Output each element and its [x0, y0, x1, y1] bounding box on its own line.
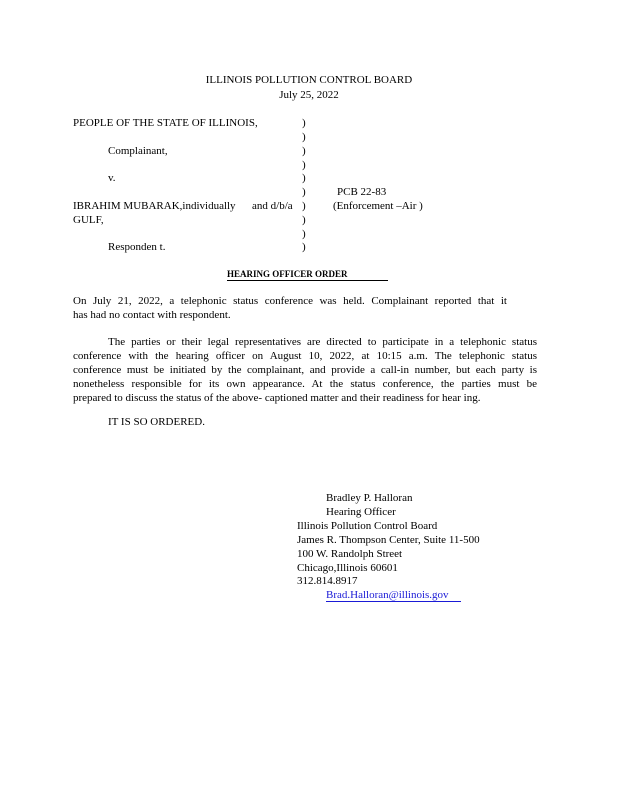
plaintiff-name: PEOPLE OF THE STATE OF ILLINOIS,	[73, 117, 258, 129]
order-closing: IT IS SO ORDERED.	[108, 416, 205, 428]
defendant-name: IBRAHIM MUBARAK,individually	[73, 200, 236, 212]
order-title-text: HEARING OFFICER ORDER	[227, 269, 348, 279]
paragraph-directive	[73, 335, 537, 405]
signer-building: James R. Thompson Center, Suite 11-500	[297, 534, 480, 546]
defendant-role: Responden t.	[108, 241, 166, 253]
email-link-wrapper[interactable]	[326, 589, 461, 602]
paragraph-line: prepared to discuss the status of the above- captioned matter and their readiness for hear ing.	[73, 392, 481, 404]
defendant-business: GULF,	[73, 214, 104, 226]
title-underline	[227, 280, 388, 281]
paragraph-line: conference with the hearing officer on August 10, 2022, at 10:15 a.m. The telephonic status	[73, 350, 537, 362]
order-title	[227, 269, 348, 279]
agency-heading: ILLINOIS POLLUTION CONTROL BOARD	[205, 74, 413, 86]
paragraph-line: has had no contact with respondent.	[73, 309, 231, 321]
paragraph-status	[73, 294, 507, 322]
paragraph-line: On July 21, 2022, a telephonic status conference was held. Complainant reported that it	[73, 295, 507, 307]
paren: )	[302, 145, 306, 157]
signer-street: 100 W. Randolph Street	[297, 548, 403, 560]
case-type: (Enforcement –Air )	[333, 200, 423, 212]
paragraph-line: nonetheless responsible for its own appearance. At the status conference, the parties must be	[73, 378, 537, 390]
paren: )	[302, 186, 306, 198]
paren: )	[302, 214, 306, 226]
paren: )	[302, 200, 306, 212]
defendant-dba: and d/b/a	[252, 200, 293, 212]
paren: )	[302, 131, 306, 143]
document-date: July 25, 2022	[279, 89, 339, 101]
paragraph-line: conference must be initiated by the complainant, and provide a call-in number, but each party is	[73, 364, 537, 376]
signer-organization: Illinois Pollution Control Board	[297, 520, 438, 532]
paren: )	[302, 228, 306, 240]
paren: )	[302, 172, 306, 184]
email-link[interactable]: Brad.Halloran@illinois.gov	[326, 589, 449, 601]
signer-name: Bradley P. Halloran	[326, 492, 413, 504]
paren: )	[302, 241, 306, 253]
case-number: PCB 22-83	[337, 186, 387, 198]
signer-phone: 312.814.8917	[297, 575, 358, 587]
signer-city: Chicago,Illinois 60601	[297, 562, 398, 574]
signer-title: Hearing Officer	[326, 506, 396, 518]
paren: )	[302, 117, 306, 129]
versus-label: v.	[108, 172, 116, 184]
plaintiff-role: Complainant,	[108, 145, 168, 157]
paragraph-line: The parties or their legal representatives are directed to participate in a telephonic status	[108, 336, 537, 348]
paren: )	[302, 159, 306, 171]
